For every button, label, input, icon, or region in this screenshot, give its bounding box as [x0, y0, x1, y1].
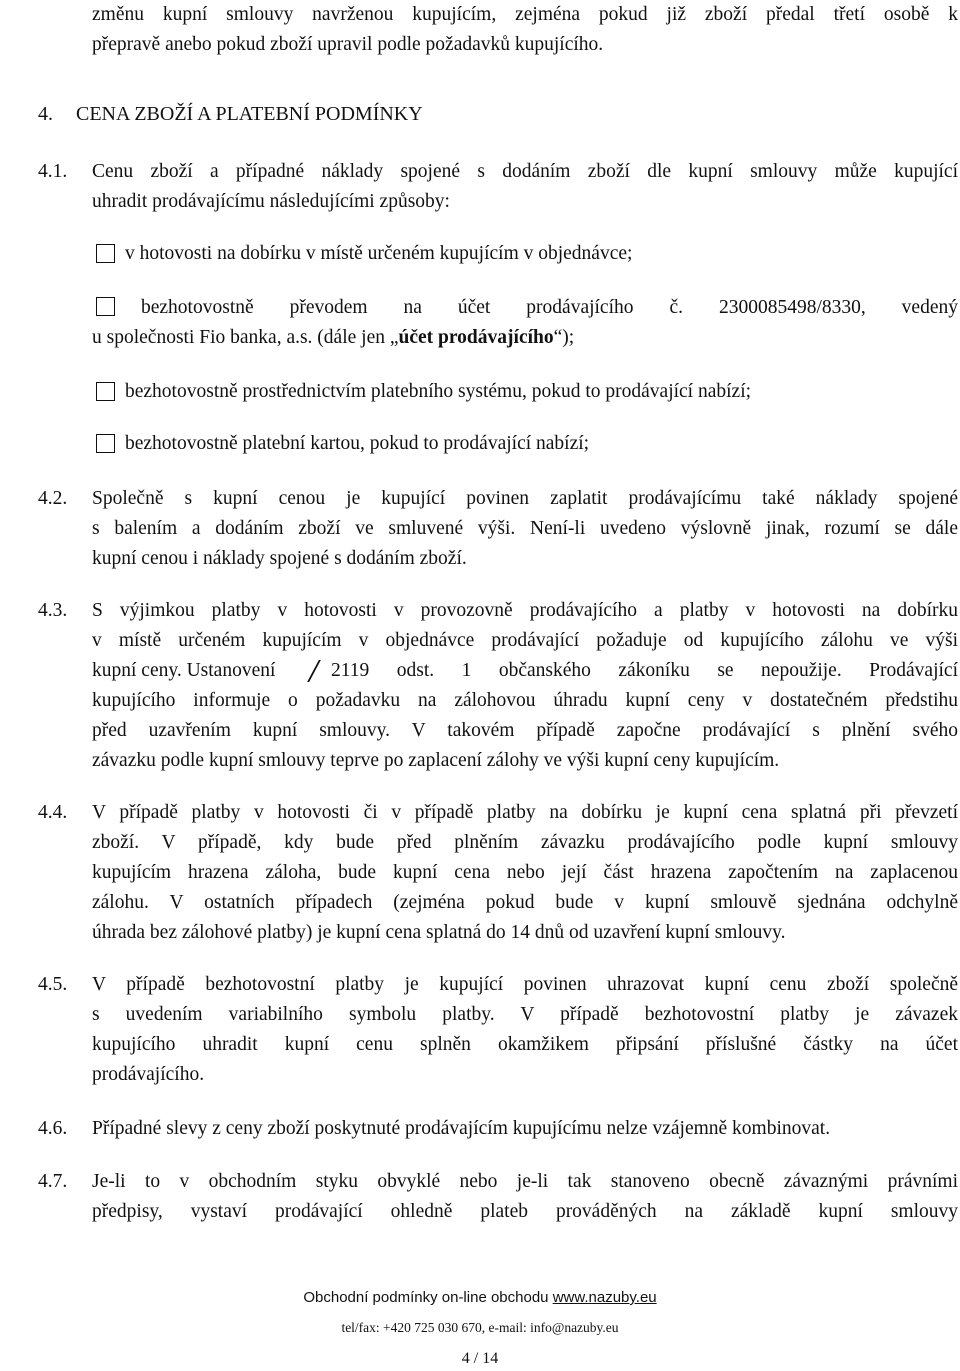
payment-option-checkbox[interactable] — [96, 297, 115, 316]
paragraph-number: 4.3. — [38, 600, 68, 621]
paragraph-number: 4.6. — [38, 1118, 68, 1139]
text-line: závazku podle kupní smlouvy teprve po zaplacení zálohy ve výši kupní ceny kupujícím. — [92, 750, 780, 771]
paragraph-number: 4.7. — [38, 1171, 68, 1192]
text-line: uhradit prodávajícímu následujícími způsoby: — [92, 191, 450, 212]
section-title: CENA ZBOŽÍ A PLATEBNÍ PODMÍNKY — [76, 103, 423, 125]
text-line: úhrada bez zálohové platby) je kupní cena splatná do 14 dnů od uzavření kupní smlouvy. — [92, 922, 786, 943]
payment-option-label: v hotovosti na dobírku v místě určeném kupujícím v objednávce; — [125, 243, 633, 264]
page-number: 4 / 14 — [461, 1350, 499, 1367]
text-line: před uzavřením kupní smlouvy. V takovém případě započne prodávající s plnění svého — [92, 720, 958, 741]
text-line: zboží. V případě, kdy bude před plněním závazku prodávajícího podle kupní smlouvy — [92, 832, 958, 853]
section-sign-icon — [307, 660, 321, 680]
text-span: u společnosti Fio banka, a.s. (dále jen „ — [92, 327, 399, 348]
text-line: V případě bezhotovostní platby je kupující povinen uhrazovat kupní cenu zboží společně — [92, 974, 958, 995]
defined-term: účet prodávajícího — [398, 327, 554, 348]
payment-option-label: bezhotovostně převodem na účet prodávajícího č. 2300085498/8330, vedený — [141, 297, 958, 318]
footer-contact: tel/fax: +420 725 030 670, e-mail: info@nazuby.eu — [341, 1320, 619, 1335]
text-line: s balením a dodáním zboží ve smluvené výši. Není-li uvedeno výslovně jinak, rozumí se dále — [92, 518, 958, 539]
text-line: předpisy, vystaví prodávající ohledně plateb prováděných na základě kupní smlouvy — [92, 1201, 958, 1222]
text-line: kupujícího uhradit kupní cenu splněn okamžikem připsání příslušné částky na účet — [92, 1034, 958, 1055]
text-line: Cenu zboží a případné náklady spojené s dodáním zboží dle kupní smlouvy může kupující — [92, 161, 958, 182]
text-line: V případě platby v hotovosti či v případě platby na dobírku je kupní cena splatná při převzetí — [92, 802, 958, 823]
footer-title-text: Obchodní podmínky on-line obchodu — [303, 1289, 553, 1306]
text-line: S výjimkou platby v hotovosti v provozovně prodávajícího a platby v hotovosti na dobírku — [92, 600, 958, 621]
paragraph-number: 4.1. — [38, 161, 68, 182]
paragraph-number: 4.2. — [38, 488, 68, 509]
text-line: prodávajícího. — [92, 1064, 205, 1085]
text-span: kupní ceny. Ustanovení — [92, 660, 276, 681]
payment-option-checkbox[interactable] — [96, 434, 115, 453]
text-line-section-ref — [92, 659, 275, 683]
section-heading — [38, 103, 423, 126]
payment-option-label: bezhotovostně platební kartou, pokud to prodávající nabízí; — [125, 433, 590, 454]
paragraph-number: 4.5. — [38, 974, 68, 995]
text-line: přepravě anebo pokud zboží upravil podle požadavků kupujícího. — [92, 34, 604, 55]
text-line: 2119 odst. 1 občanského zákoníku se nepoužije. Prodávající — [331, 660, 958, 681]
text-line: kupujícím hrazena záloha, bude kupní cena nebo její část hrazena započtením na zaplacenou — [92, 862, 958, 883]
text-span: “); — [553, 327, 575, 348]
payment-option-label-cont — [92, 326, 574, 350]
text-line: změnu kupní smlouvy navrženou kupujícím, zejména pokud již zboží předal třetí osobě k — [92, 4, 958, 25]
payment-option-label: bezhotovostně prostřednictvím platebního systému, pokud to prodávající nabízí; — [125, 381, 752, 402]
text-line: zálohu. V ostatních případech (zejména pokud bude v kupní smlouvě sjednána odchylně — [92, 892, 958, 913]
text-line: v místě určeném kupujícím v objednávce prodávající požaduje od kupujícího zálohu ve výši — [92, 630, 958, 651]
payment-option-checkbox[interactable] — [96, 382, 115, 401]
text-line: Případné slevy z ceny zboží poskytnuté prodávajícím kupujícímu nelze vzájemně kombinovat. — [92, 1118, 831, 1139]
paragraph-number: 4.4. — [38, 802, 68, 823]
text-line: Společně s kupní cenou je kupující povinen zaplatit prodávajícímu také náklady spojené — [92, 488, 958, 509]
footer-title — [0, 1289, 960, 1306]
footer-website-link[interactable]: www.nazuby.eu — [552, 1289, 657, 1306]
section-number: 4. — [38, 103, 53, 125]
payment-option-checkbox[interactable] — [96, 244, 115, 263]
text-line: s uvedením variabilního symbolu platby. V případě bezhotovostní platby je závazek — [92, 1004, 958, 1025]
text-line: kupujícího informuje o požadavku na zálohovou úhradu kupní ceny v dostatečném předstihu — [92, 690, 958, 711]
text-line: kupní cenou i náklady spojené s dodáním zboží. — [92, 548, 467, 569]
text-line: Je-li to v obchodním styku obvyklé nebo je-li tak stanoveno obecně závaznými právními — [92, 1171, 958, 1192]
